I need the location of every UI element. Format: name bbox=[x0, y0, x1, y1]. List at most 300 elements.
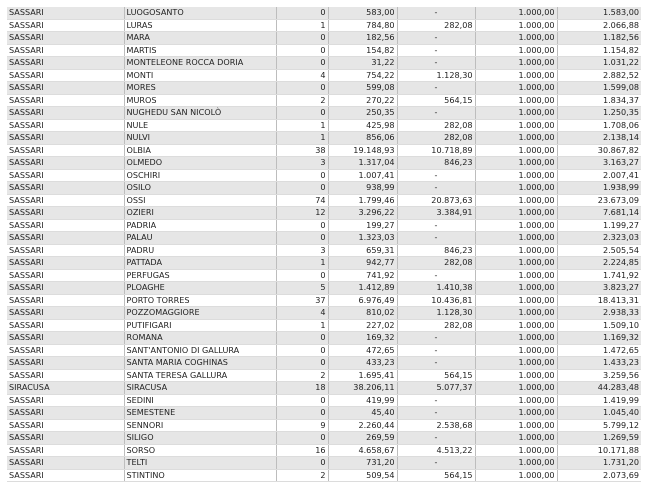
table-row bbox=[7, 282, 641, 295]
municipality-cell: NUGHEDU SAN NICOLÒ bbox=[124, 107, 276, 120]
count-cell: 5 bbox=[276, 282, 328, 295]
extra-cell: 2.538,68 bbox=[397, 419, 475, 432]
count-cell: 2 bbox=[276, 469, 328, 482]
amount-cell: 942,77 bbox=[328, 257, 397, 270]
total-cell: 1.419,99 bbox=[557, 394, 641, 407]
total-cell: 1.433,23 bbox=[557, 357, 641, 370]
count-cell: 1 bbox=[276, 257, 328, 270]
amount-cell: 509,54 bbox=[328, 469, 397, 482]
coefficient-cell: 1.000,00 bbox=[475, 7, 557, 19]
province-cell: SASSARI bbox=[7, 419, 124, 432]
table-row bbox=[7, 69, 641, 82]
coefficient-cell: 1.000,00 bbox=[475, 157, 557, 170]
table-row bbox=[7, 457, 641, 470]
amount-cell: 6.976,49 bbox=[328, 294, 397, 307]
count-cell: 0 bbox=[276, 432, 328, 445]
municipality-cell: MONTELEONE ROCCA DORIA bbox=[124, 57, 276, 70]
total-cell: 7.681,14 bbox=[557, 207, 641, 220]
total-cell: 44.283,48 bbox=[557, 382, 641, 395]
table-row bbox=[7, 344, 641, 357]
table-row bbox=[7, 469, 641, 482]
province-cell: SASSARI bbox=[7, 182, 124, 195]
coefficient-cell: 1.000,00 bbox=[475, 419, 557, 432]
table-row bbox=[7, 444, 641, 457]
table-row bbox=[7, 332, 641, 345]
amount-cell: 731,20 bbox=[328, 457, 397, 470]
count-cell: 12 bbox=[276, 207, 328, 220]
total-cell: 5.799,12 bbox=[557, 419, 641, 432]
extra-cell: 282,08 bbox=[397, 257, 475, 270]
coefficient-cell: 1.000,00 bbox=[475, 369, 557, 382]
municipality-cell: PATTADA bbox=[124, 257, 276, 270]
province-cell: SASSARI bbox=[7, 357, 124, 370]
province-cell: SIRACUSA bbox=[7, 382, 124, 395]
municipality-cell: PALAU bbox=[124, 232, 276, 245]
extra-cell: 282,08 bbox=[397, 119, 475, 132]
coefficient-cell: 1.000,00 bbox=[475, 457, 557, 470]
table-row bbox=[7, 82, 641, 95]
total-cell: 30.867,82 bbox=[557, 144, 641, 157]
total-cell: 2.007,41 bbox=[557, 169, 641, 182]
amount-cell: 810,02 bbox=[328, 307, 397, 320]
extra-cell: - bbox=[397, 7, 475, 19]
coefficient-cell: 1.000,00 bbox=[475, 257, 557, 270]
province-cell: SASSARI bbox=[7, 244, 124, 257]
table-row bbox=[7, 132, 641, 145]
total-cell: 1.154,82 bbox=[557, 44, 641, 57]
table-row bbox=[7, 157, 641, 170]
table-row bbox=[7, 432, 641, 445]
amount-cell: 433,23 bbox=[328, 357, 397, 370]
municipality-cell: SORSO bbox=[124, 444, 276, 457]
amount-cell: 3.296,22 bbox=[328, 207, 397, 220]
count-cell: 0 bbox=[276, 219, 328, 232]
table-row bbox=[7, 7, 641, 19]
province-cell: SASSARI bbox=[7, 194, 124, 207]
municipality-cell: TELTI bbox=[124, 457, 276, 470]
count-cell: 4 bbox=[276, 69, 328, 82]
total-cell: 1.741,92 bbox=[557, 269, 641, 282]
coefficient-cell: 1.000,00 bbox=[475, 382, 557, 395]
coefficient-cell: 1.000,00 bbox=[475, 132, 557, 145]
amount-cell: 45,40 bbox=[328, 407, 397, 420]
province-cell: SASSARI bbox=[7, 207, 124, 220]
total-cell: 2.938,33 bbox=[557, 307, 641, 320]
municipality-cell: MARTIS bbox=[124, 44, 276, 57]
municipality-cell: MUROS bbox=[124, 94, 276, 107]
count-cell: 1 bbox=[276, 132, 328, 145]
coefficient-cell: 1.000,00 bbox=[475, 357, 557, 370]
extra-cell: 564,15 bbox=[397, 94, 475, 107]
total-cell: 1.182,56 bbox=[557, 32, 641, 45]
total-cell: 3.259,56 bbox=[557, 369, 641, 382]
extra-cell: 564,15 bbox=[397, 369, 475, 382]
province-cell: SASSARI bbox=[7, 432, 124, 445]
count-cell: 0 bbox=[276, 44, 328, 57]
total-cell: 1.938,99 bbox=[557, 182, 641, 195]
table-body bbox=[7, 7, 641, 482]
total-cell: 1.731,20 bbox=[557, 457, 641, 470]
province-cell: SASSARI bbox=[7, 19, 124, 32]
count-cell: 74 bbox=[276, 194, 328, 207]
amount-cell: 938,99 bbox=[328, 182, 397, 195]
municipality-cell: LUOGOSANTO bbox=[124, 7, 276, 19]
municipality-cell: PADRIA bbox=[124, 219, 276, 232]
coefficient-cell: 1.000,00 bbox=[475, 57, 557, 70]
coefficient-cell: 1.000,00 bbox=[475, 394, 557, 407]
coefficient-cell: 1.000,00 bbox=[475, 282, 557, 295]
coefficient-cell: 1.000,00 bbox=[475, 69, 557, 82]
province-cell: SASSARI bbox=[7, 344, 124, 357]
province-cell: SASSARI bbox=[7, 119, 124, 132]
municipality-cell: LURAS bbox=[124, 19, 276, 32]
total-cell: 1.708,06 bbox=[557, 119, 641, 132]
municipality-cell: SEMESTENE bbox=[124, 407, 276, 420]
amount-cell: 425,98 bbox=[328, 119, 397, 132]
coefficient-cell: 1.000,00 bbox=[475, 444, 557, 457]
extra-cell: 282,08 bbox=[397, 319, 475, 332]
municipality-cell: OZIERI bbox=[124, 207, 276, 220]
extra-cell: 3.384,91 bbox=[397, 207, 475, 220]
coefficient-cell: 1.000,00 bbox=[475, 344, 557, 357]
table-row bbox=[7, 294, 641, 307]
total-cell: 2.138,14 bbox=[557, 132, 641, 145]
province-cell: SASSARI bbox=[7, 269, 124, 282]
coefficient-cell: 1.000,00 bbox=[475, 19, 557, 32]
amount-cell: 2.260,44 bbox=[328, 419, 397, 432]
province-cell: SASSARI bbox=[7, 232, 124, 245]
coefficient-cell: 1.000,00 bbox=[475, 144, 557, 157]
amount-cell: 31,22 bbox=[328, 57, 397, 70]
coefficient-cell: 1.000,00 bbox=[475, 207, 557, 220]
extra-cell: - bbox=[397, 232, 475, 245]
municipality-cell: SANT'ANTONIO DI GALLURA bbox=[124, 344, 276, 357]
total-cell: 2.323,03 bbox=[557, 232, 641, 245]
table-row bbox=[7, 257, 641, 270]
province-cell: SASSARI bbox=[7, 394, 124, 407]
amount-cell: 583,00 bbox=[328, 7, 397, 19]
total-cell: 10.171,88 bbox=[557, 444, 641, 457]
coefficient-cell: 1.000,00 bbox=[475, 169, 557, 182]
table-row bbox=[7, 107, 641, 120]
count-cell: 0 bbox=[276, 457, 328, 470]
table-row bbox=[7, 44, 641, 57]
province-cell: SASSARI bbox=[7, 407, 124, 420]
extra-cell: 20.873,63 bbox=[397, 194, 475, 207]
coefficient-cell: 1.000,00 bbox=[475, 94, 557, 107]
count-cell: 38 bbox=[276, 144, 328, 157]
province-cell: SASSARI bbox=[7, 107, 124, 120]
total-cell: 1.045,40 bbox=[557, 407, 641, 420]
coefficient-cell: 1.000,00 bbox=[475, 194, 557, 207]
municipality-cell: PUTIFIGARI bbox=[124, 319, 276, 332]
amount-cell: 1.317,04 bbox=[328, 157, 397, 170]
municipality-cell: STINTINO bbox=[124, 469, 276, 482]
amount-cell: 182,56 bbox=[328, 32, 397, 45]
amount-cell: 269,59 bbox=[328, 432, 397, 445]
count-cell: 0 bbox=[276, 82, 328, 95]
extra-cell: 1.128,30 bbox=[397, 307, 475, 320]
municipality-cell: NULVI bbox=[124, 132, 276, 145]
total-cell: 3.823,27 bbox=[557, 282, 641, 295]
extra-cell: 1.128,30 bbox=[397, 69, 475, 82]
municipality-cell: PLOAGHE bbox=[124, 282, 276, 295]
count-cell: 3 bbox=[276, 244, 328, 257]
table-row bbox=[7, 382, 641, 395]
municipality-cell: OLMEDO bbox=[124, 157, 276, 170]
count-cell: 37 bbox=[276, 294, 328, 307]
table-row bbox=[7, 207, 641, 220]
total-cell: 1.834,37 bbox=[557, 94, 641, 107]
amount-cell: 856,06 bbox=[328, 132, 397, 145]
total-cell: 1.599,08 bbox=[557, 82, 641, 95]
total-cell: 1.199,27 bbox=[557, 219, 641, 232]
municipality-cell: SANTA TERESA GALLURA bbox=[124, 369, 276, 382]
count-cell: 0 bbox=[276, 32, 328, 45]
municipality-cell: SANTA MARIA COGHINAS bbox=[124, 357, 276, 370]
extra-cell: 282,08 bbox=[397, 19, 475, 32]
municipality-cell: OSILO bbox=[124, 182, 276, 195]
table-row bbox=[7, 144, 641, 157]
province-cell: SASSARI bbox=[7, 469, 124, 482]
table-row bbox=[7, 307, 641, 320]
province-cell: SASSARI bbox=[7, 144, 124, 157]
province-cell: SASSARI bbox=[7, 44, 124, 57]
amount-cell: 1.695,41 bbox=[328, 369, 397, 382]
table-row bbox=[7, 169, 641, 182]
province-cell: SASSARI bbox=[7, 307, 124, 320]
extra-cell: - bbox=[397, 32, 475, 45]
province-cell: SASSARI bbox=[7, 69, 124, 82]
extra-cell: - bbox=[397, 394, 475, 407]
municipality-cell: PERFUGAS bbox=[124, 269, 276, 282]
municipality-cell: SILIGO bbox=[124, 432, 276, 445]
province-cell: SASSARI bbox=[7, 94, 124, 107]
extra-cell: - bbox=[397, 344, 475, 357]
amount-cell: 754,22 bbox=[328, 69, 397, 82]
extra-cell: - bbox=[397, 182, 475, 195]
amount-cell: 419,99 bbox=[328, 394, 397, 407]
table-row bbox=[7, 19, 641, 32]
table-row bbox=[7, 219, 641, 232]
count-cell: 1 bbox=[276, 119, 328, 132]
amount-cell: 250,35 bbox=[328, 107, 397, 120]
municipality-cell: SEDINI bbox=[124, 394, 276, 407]
table-row bbox=[7, 394, 641, 407]
count-cell: 0 bbox=[276, 7, 328, 19]
province-cell: SASSARI bbox=[7, 219, 124, 232]
extra-cell: 564,15 bbox=[397, 469, 475, 482]
table-row bbox=[7, 94, 641, 107]
count-cell: 0 bbox=[276, 57, 328, 70]
count-cell: 0 bbox=[276, 344, 328, 357]
amount-cell: 227,02 bbox=[328, 319, 397, 332]
coefficient-cell: 1.000,00 bbox=[475, 294, 557, 307]
amount-cell: 19.148,93 bbox=[328, 144, 397, 157]
extra-cell: 10.436,81 bbox=[397, 294, 475, 307]
count-cell: 0 bbox=[276, 269, 328, 282]
extra-cell: - bbox=[397, 82, 475, 95]
province-cell: SASSARI bbox=[7, 82, 124, 95]
coefficient-cell: 1.000,00 bbox=[475, 119, 557, 132]
table-row bbox=[7, 57, 641, 70]
count-cell: 0 bbox=[276, 182, 328, 195]
coefficient-cell: 1.000,00 bbox=[475, 44, 557, 57]
extra-cell: - bbox=[397, 457, 475, 470]
province-cell: SASSARI bbox=[7, 369, 124, 382]
amount-cell: 199,27 bbox=[328, 219, 397, 232]
table-row bbox=[7, 407, 641, 420]
total-cell: 23.673,09 bbox=[557, 194, 641, 207]
extra-cell: 846,23 bbox=[397, 157, 475, 170]
extra-cell: - bbox=[397, 407, 475, 420]
province-cell: SASSARI bbox=[7, 132, 124, 145]
total-cell: 1.250,35 bbox=[557, 107, 641, 120]
extra-cell: 5.077,37 bbox=[397, 382, 475, 395]
coefficient-cell: 1.000,00 bbox=[475, 232, 557, 245]
table-row bbox=[7, 357, 641, 370]
total-cell: 3.163,27 bbox=[557, 157, 641, 170]
count-cell: 0 bbox=[276, 357, 328, 370]
extra-cell: - bbox=[397, 332, 475, 345]
total-cell: 1.031,22 bbox=[557, 57, 641, 70]
municipality-cell: SENNORI bbox=[124, 419, 276, 432]
coefficient-cell: 1.000,00 bbox=[475, 269, 557, 282]
extra-cell: - bbox=[397, 219, 475, 232]
amount-cell: 1.412,89 bbox=[328, 282, 397, 295]
amount-cell: 1.323,03 bbox=[328, 232, 397, 245]
total-cell: 2.882,52 bbox=[557, 69, 641, 82]
table-row bbox=[7, 194, 641, 207]
province-cell: SASSARI bbox=[7, 57, 124, 70]
extra-cell: 4.513,22 bbox=[397, 444, 475, 457]
amount-cell: 4.658,67 bbox=[328, 444, 397, 457]
count-cell: 1 bbox=[276, 319, 328, 332]
extra-cell: - bbox=[397, 107, 475, 120]
amount-cell: 154,82 bbox=[328, 44, 397, 57]
extra-cell: - bbox=[397, 432, 475, 445]
total-cell: 18.413,31 bbox=[557, 294, 641, 307]
count-cell: 2 bbox=[276, 94, 328, 107]
province-cell: SASSARI bbox=[7, 332, 124, 345]
table-row bbox=[7, 244, 641, 257]
extra-cell: 1.410,38 bbox=[397, 282, 475, 295]
municipality-cell: NULE bbox=[124, 119, 276, 132]
table-row bbox=[7, 232, 641, 245]
total-cell: 2.066,88 bbox=[557, 19, 641, 32]
extra-cell: 10.718,89 bbox=[397, 144, 475, 157]
count-cell: 3 bbox=[276, 157, 328, 170]
municipality-cell: PORTO TORRES bbox=[124, 294, 276, 307]
count-cell: 0 bbox=[276, 232, 328, 245]
total-cell: 1.509,10 bbox=[557, 319, 641, 332]
count-cell: 2 bbox=[276, 369, 328, 382]
count-cell: 4 bbox=[276, 307, 328, 320]
coefficient-cell: 1.000,00 bbox=[475, 32, 557, 45]
municipality-cell: POZZOMAGGIORE bbox=[124, 307, 276, 320]
municipality-cell: ROMANA bbox=[124, 332, 276, 345]
municipality-cell: MONTI bbox=[124, 69, 276, 82]
province-cell: SASSARI bbox=[7, 457, 124, 470]
coefficient-cell: 1.000,00 bbox=[475, 244, 557, 257]
municipality-table bbox=[7, 7, 641, 482]
coefficient-cell: 1.000,00 bbox=[475, 469, 557, 482]
total-cell: 1.472,65 bbox=[557, 344, 641, 357]
municipality-cell: OSSI bbox=[124, 194, 276, 207]
total-cell: 2.073,69 bbox=[557, 469, 641, 482]
count-cell: 0 bbox=[276, 332, 328, 345]
coefficient-cell: 1.000,00 bbox=[475, 182, 557, 195]
count-cell: 18 bbox=[276, 382, 328, 395]
table-row bbox=[7, 319, 641, 332]
table-row bbox=[7, 419, 641, 432]
province-cell: SASSARI bbox=[7, 7, 124, 19]
extra-cell: - bbox=[397, 269, 475, 282]
amount-cell: 1.007,41 bbox=[328, 169, 397, 182]
extra-cell: - bbox=[397, 44, 475, 57]
extra-cell: 282,08 bbox=[397, 132, 475, 145]
coefficient-cell: 1.000,00 bbox=[475, 82, 557, 95]
municipality-cell: PADRU bbox=[124, 244, 276, 257]
table-row bbox=[7, 182, 641, 195]
amount-cell: 169,32 bbox=[328, 332, 397, 345]
province-cell: SASSARI bbox=[7, 282, 124, 295]
total-cell: 1.583,00 bbox=[557, 7, 641, 19]
total-cell: 2.224,85 bbox=[557, 257, 641, 270]
total-cell: 1.169,32 bbox=[557, 332, 641, 345]
coefficient-cell: 1.000,00 bbox=[475, 319, 557, 332]
extra-cell: 846,23 bbox=[397, 244, 475, 257]
table-row bbox=[7, 119, 641, 132]
province-cell: SASSARI bbox=[7, 32, 124, 45]
table-row bbox=[7, 269, 641, 282]
count-cell: 16 bbox=[276, 444, 328, 457]
amount-cell: 472,65 bbox=[328, 344, 397, 357]
count-cell: 0 bbox=[276, 394, 328, 407]
province-cell: SASSARI bbox=[7, 257, 124, 270]
coefficient-cell: 1.000,00 bbox=[475, 332, 557, 345]
amount-cell: 38.206,11 bbox=[328, 382, 397, 395]
total-cell: 2.505,54 bbox=[557, 244, 641, 257]
count-cell: 0 bbox=[276, 407, 328, 420]
extra-cell: - bbox=[397, 57, 475, 70]
municipality-cell: MORES bbox=[124, 82, 276, 95]
amount-cell: 741,92 bbox=[328, 269, 397, 282]
total-cell: 1.269,59 bbox=[557, 432, 641, 445]
amount-cell: 784,80 bbox=[328, 19, 397, 32]
coefficient-cell: 1.000,00 bbox=[475, 407, 557, 420]
province-cell: SASSARI bbox=[7, 169, 124, 182]
amount-cell: 270,22 bbox=[328, 94, 397, 107]
coefficient-cell: 1.000,00 bbox=[475, 107, 557, 120]
table-row bbox=[7, 369, 641, 382]
municipality-cell: SIRACUSA bbox=[124, 382, 276, 395]
province-cell: SASSARI bbox=[7, 444, 124, 457]
extra-cell: - bbox=[397, 169, 475, 182]
count-cell: 0 bbox=[276, 107, 328, 120]
municipality-cell: OSCHIRI bbox=[124, 169, 276, 182]
extra-cell: - bbox=[397, 357, 475, 370]
amount-cell: 1.799,46 bbox=[328, 194, 397, 207]
amount-cell: 659,31 bbox=[328, 244, 397, 257]
municipality-cell: MARA bbox=[124, 32, 276, 45]
coefficient-cell: 1.000,00 bbox=[475, 432, 557, 445]
municipality-cell: OLBIA bbox=[124, 144, 276, 157]
table-row bbox=[7, 32, 641, 45]
coefficient-cell: 1.000,00 bbox=[475, 219, 557, 232]
coefficient-cell: 1.000,00 bbox=[475, 307, 557, 320]
province-cell: SASSARI bbox=[7, 319, 124, 332]
